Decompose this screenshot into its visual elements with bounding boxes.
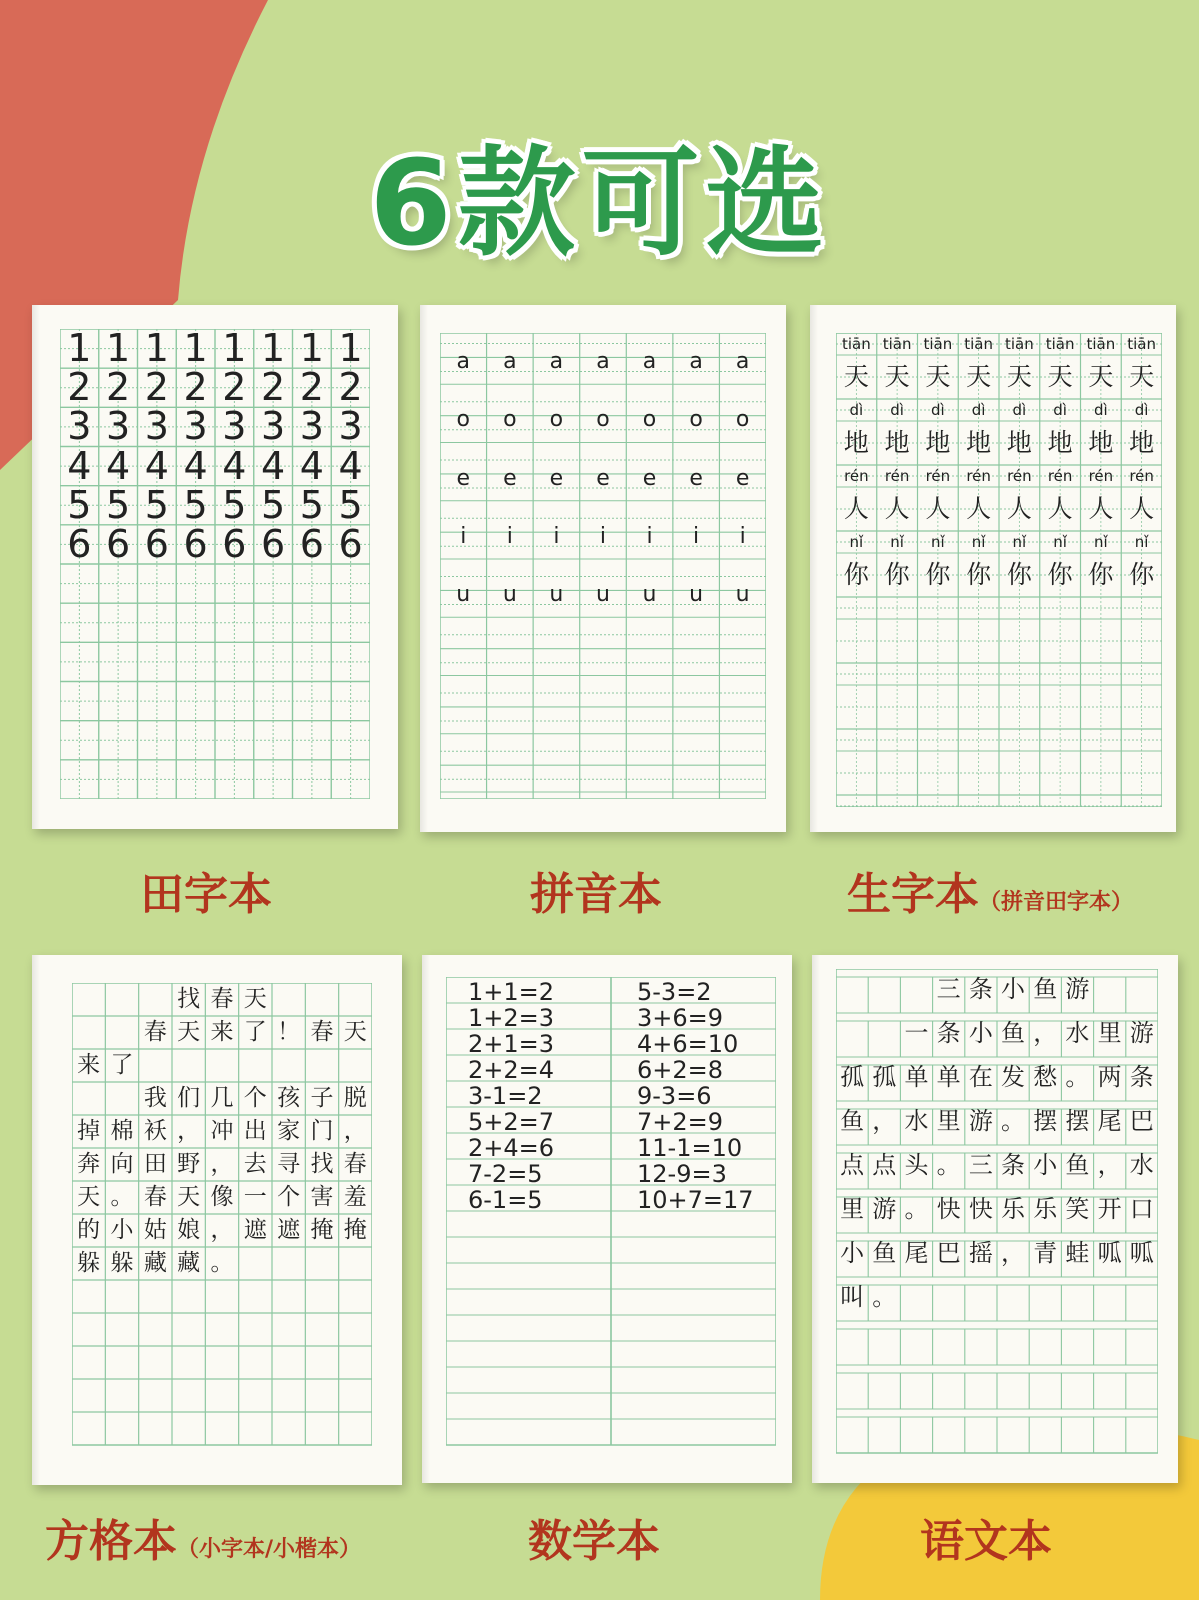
label-fangge: 方格本（小字本/小楷本） <box>45 1516 362 1567</box>
shengzi-char: 天 <box>925 362 951 391</box>
pinyin-letter: e <box>503 465 517 491</box>
tianzi-digit: 5 <box>299 482 324 527</box>
tianzi-digit: 1 <box>261 326 286 370</box>
tianzi-digit: 2 <box>299 365 324 410</box>
shengzi-char: 人 <box>1129 494 1155 523</box>
shengzi-pinyin: dì <box>1134 401 1149 419</box>
shengzi-pinyin: dì <box>849 401 864 419</box>
tianzi-digit: 2 <box>144 365 169 410</box>
shengzi-pinyin: tiān <box>1005 335 1034 353</box>
pinyin-letter-row <box>440 566 766 624</box>
shengzi-pinyin: nǐ <box>1053 533 1067 551</box>
shengzi-char: 人 <box>925 494 951 523</box>
label-yuwen: 语文本 <box>920 1516 1052 1567</box>
pinyin-letter: o <box>503 407 517 433</box>
shengzi-char: 你 <box>843 560 869 589</box>
shengzi-pinyin: rén <box>884 467 910 485</box>
pinyin-letter: a <box>503 349 517 374</box>
shengzi-pinyin: tiān <box>1045 335 1075 353</box>
pinyin-letter: o <box>642 407 657 433</box>
fangge-line: 的 小 姑 娘 ， 遮 遮 掩 掩 <box>77 1217 367 1243</box>
tianzi-digit: 3 <box>222 404 247 449</box>
tianzi-digit: 5 <box>144 482 169 527</box>
tianzi-digit: 1 <box>299 326 324 370</box>
shengzi-char: 你 <box>1129 560 1155 589</box>
yuwen-line: 点 点 头 。 三 条 小 鱼 ， 水 <box>840 1151 1154 1179</box>
tianzi-digit: 6 <box>338 521 363 566</box>
pinyin-letter-row <box>440 450 766 508</box>
fangge-essay <box>72 983 372 1280</box>
tianzi-digit: 6 <box>222 521 247 566</box>
pinyin-letter: e <box>735 465 750 491</box>
pinyin-letter: u <box>456 582 471 607</box>
shengzi-pinyin: rén <box>925 467 951 485</box>
tianzi-digit: 1 <box>144 326 169 370</box>
pinyin-letter: a <box>549 349 564 374</box>
tianzi-digit: 5 <box>67 482 92 527</box>
fangge-line: 躲 躲 藏 藏 。 <box>77 1250 234 1276</box>
headline: 6款可选 <box>369 134 830 272</box>
tianzi-digit: 4 <box>261 443 286 488</box>
shengzi-char-row <box>836 553 1162 597</box>
fangge-line: 奔 向 田 野 ， 去 寻 找 春 <box>77 1151 367 1177</box>
shengzi-pinyin: tiān <box>842 335 871 353</box>
pinyin-letter: u <box>549 582 564 607</box>
tianzi-digit: 4 <box>67 443 92 488</box>
tianzi-digit: 1 <box>67 326 92 370</box>
pinyin-letter: i <box>460 523 467 549</box>
shengzi-char: 地 <box>1006 428 1032 457</box>
tianzi-digit: 3 <box>183 404 208 449</box>
pinyin-letter: a <box>642 349 657 374</box>
shengzi-char: 地 <box>925 428 951 457</box>
shengzi-char: 你 <box>1047 560 1073 589</box>
tianzi-digit: 5 <box>222 482 247 527</box>
tianzi-digit: 2 <box>183 365 208 410</box>
shengzi-pinyin: rén <box>1088 467 1114 485</box>
yuwen-line: 三 条 小 鱼 游 <box>936 975 1090 1003</box>
tianzi-digit: 6 <box>299 521 324 566</box>
shengzi-pinyin: tiān <box>923 335 953 353</box>
pinyin-letter-row <box>440 333 766 391</box>
shengzi-pinyin: rén <box>1007 467 1032 485</box>
shengzi-pinyin: dì <box>971 401 986 419</box>
shengzi-pinyin: rén <box>844 467 869 485</box>
pinyin-letter: e <box>689 465 703 491</box>
shengzi-pinyin: nǐ <box>890 533 904 551</box>
shengzi-char: 人 <box>884 494 910 523</box>
pinyin-letter: i <box>693 523 700 549</box>
label-tianzi: 田字本 <box>140 869 272 920</box>
shengzi-pinyin-row <box>836 531 1162 553</box>
yuwen-line: 一 条 小 鱼 ， 水 里 游 <box>904 1019 1154 1047</box>
fangge-line: 掉 棉 袄 ， 冲 出 家 门 ， <box>77 1118 367 1144</box>
tianzi-digit: 2 <box>67 365 92 410</box>
shengzi-pinyin: dì <box>1012 401 1027 419</box>
pinyin-letter: e <box>596 465 610 491</box>
yuwen-line: 鱼 ， 水 里 游 。 摆 摆 尾 巴 <box>840 1107 1154 1135</box>
shengzi-pinyin: dì <box>890 401 904 419</box>
tianzi-digit: 1 <box>222 326 247 370</box>
shengzi-pinyin: dì <box>1053 401 1067 419</box>
pinyin-letter: i <box>506 523 513 549</box>
math-problems-right: 5-3=2 3+6=9 4+6=10 6+2=8 9-3=6 7+2=9 11-1=10 12-9=3 10+7=17 <box>637 978 754 1214</box>
shengzi-char: 你 <box>1006 560 1032 589</box>
pinyin-letter: i <box>646 523 653 549</box>
shengzi-pinyin: tiān <box>882 335 912 353</box>
shengzi-char: 你 <box>966 560 992 589</box>
tianzi-digit-row <box>60 326 370 370</box>
tianzi-digit-row <box>60 521 370 566</box>
pinyin-letter: o <box>549 407 564 433</box>
tianzi-digits <box>60 326 370 569</box>
pinyin-letter: i <box>553 523 560 549</box>
tianzi-digit: 3 <box>67 404 92 449</box>
shengzi-pinyin: tiān <box>1086 335 1116 353</box>
notebook-fangge[interactable] <box>32 955 402 1485</box>
shengzi-pinyin: rén <box>1129 467 1154 485</box>
fangge-line: 找 春 天 <box>177 986 267 1012</box>
tianzi-digit: 5 <box>183 482 208 527</box>
pinyin-letter: a <box>689 349 703 374</box>
yuwen-line: 孤 孤 单 单 在 发 愁 。 两 条 <box>840 1063 1154 1091</box>
notebook-shengzi[interactable] <box>810 305 1176 832</box>
shengzi-char-row <box>836 421 1162 465</box>
notebook-pinyin[interactable] <box>420 305 786 832</box>
notebook-yuwen[interactable] <box>812 955 1178 1483</box>
shengzi-char: 天 <box>1088 362 1114 391</box>
pinyin-letter-row <box>440 391 766 449</box>
shengzi-pinyin: tiān <box>964 335 993 353</box>
pinyin-letter: u <box>735 582 750 607</box>
pinyin-letter: e <box>642 465 657 491</box>
shengzi-characters <box>836 333 1162 613</box>
pinyin-letter: o <box>735 407 750 433</box>
shengzi-char: 人 <box>1088 494 1114 523</box>
shengzi-pinyin: nǐ <box>1134 533 1149 551</box>
tianzi-digit: 1 <box>183 326 208 370</box>
yuwen-essay <box>836 965 1158 1317</box>
shengzi-pinyin: nǐ <box>1094 533 1108 551</box>
shengzi-pinyin: rén <box>1047 467 1073 485</box>
pinyin-letter: u <box>595 582 610 607</box>
fangge-line: 春 天 来 了 ！ 春 天 <box>143 1019 367 1045</box>
shengzi-pinyin: dì <box>931 401 945 419</box>
tianzi-digit: 3 <box>106 404 131 449</box>
pinyin-letter: u <box>689 582 704 607</box>
shengzi-char: 地 <box>843 428 869 457</box>
tianzi-digit-row <box>60 404 370 449</box>
tianzi-digit: 4 <box>183 443 208 488</box>
tianzi-digit: 6 <box>261 521 286 566</box>
tianzi-digit: 4 <box>299 443 324 488</box>
shengzi-char: 天 <box>843 362 869 391</box>
shengzi-char: 天 <box>1047 362 1073 391</box>
math-problems-left: 1+1=2 1+2=3 2+1=3 2+2=4 3-1=2 5+2=7 2+4=6 7-2=5 6-1=5 <box>468 978 555 1214</box>
tianzi-digit: 4 <box>144 443 169 488</box>
fangge-line: 天 。 春 天 像 一 个 害 羞 <box>77 1184 367 1210</box>
shengzi-pinyin-row <box>836 333 1162 355</box>
shengzi-char: 地 <box>884 428 910 457</box>
pinyin-letter-row <box>440 508 766 566</box>
shengzi-char: 地 <box>1047 428 1073 457</box>
label-pinyin: 拼音本 <box>530 869 662 920</box>
shengzi-char-row <box>836 487 1162 531</box>
notebook-tianzi[interactable] <box>32 305 398 829</box>
fangge-line: 来 了 <box>77 1052 134 1078</box>
tianzi-digit: 2 <box>338 365 363 410</box>
shengzi-char: 人 <box>1006 494 1032 523</box>
tianzi-digit: 6 <box>144 521 169 566</box>
yuwen-line: 叫 。 <box>840 1283 897 1311</box>
shengzi-char: 你 <box>1088 560 1114 589</box>
shengzi-char: 人 <box>1047 494 1073 523</box>
tianzi-digit: 4 <box>222 443 247 488</box>
shengzi-pinyin-row <box>836 399 1162 421</box>
tianzi-digit: 3 <box>144 404 169 449</box>
tianzi-digit: 3 <box>261 404 286 449</box>
tianzi-digit: 2 <box>222 365 247 410</box>
shengzi-char: 天 <box>966 362 992 391</box>
pinyin-letter: o <box>596 407 610 433</box>
tianzi-digit-row <box>60 365 370 410</box>
tianzi-digit: 3 <box>299 404 324 449</box>
tianzi-digit: 1 <box>338 326 363 370</box>
pinyin-letters <box>440 333 766 633</box>
tianzi-digit: 6 <box>183 521 208 566</box>
tianzi-digit: 3 <box>338 404 363 449</box>
tianzi-digit-row <box>60 443 370 488</box>
shengzi-char: 你 <box>925 560 951 589</box>
shengzi-pinyin: nǐ <box>849 533 864 551</box>
shengzi-char: 天 <box>1129 362 1155 391</box>
tianzi-digit: 6 <box>106 521 131 566</box>
shengzi-char: 地 <box>1129 428 1155 457</box>
shengzi-pinyin-row <box>836 465 1162 487</box>
tianzi-digit: 6 <box>67 521 92 566</box>
tianzi-digit: 1 <box>106 326 131 370</box>
shengzi-char: 地 <box>966 428 992 457</box>
fangge-line: 我 们 几 个 孩 子 脱 <box>143 1085 367 1111</box>
tianzi-digit-row <box>60 482 370 527</box>
tianzi-digit: 4 <box>338 443 363 488</box>
pinyin-letter: e <box>456 465 471 491</box>
shengzi-pinyin: nǐ <box>931 533 945 551</box>
shengzi-char: 天 <box>1006 362 1032 391</box>
shengzi-char: 你 <box>884 560 910 589</box>
shengzi-pinyin: rén <box>966 467 991 485</box>
shengzi-pinyin: tiān <box>1127 335 1156 353</box>
pinyin-letter: u <box>642 582 657 607</box>
tianzi-digit: 5 <box>106 482 131 527</box>
label-shuxue: 数学本 <box>528 1516 660 1567</box>
pinyin-letter: e <box>549 465 564 491</box>
pinyin-letter: u <box>502 582 517 607</box>
tianzi-digit: 5 <box>261 482 286 527</box>
pinyin-letter: o <box>456 407 471 433</box>
shengzi-pinyin: nǐ <box>971 533 986 551</box>
pinyin-letter: a <box>735 349 750 374</box>
tianzi-digit: 4 <box>106 443 131 488</box>
shengzi-pinyin: dì <box>1094 401 1108 419</box>
pinyin-letter: a <box>596 349 610 374</box>
tianzi-digit: 5 <box>338 482 363 527</box>
shengzi-char: 天 <box>884 362 910 391</box>
pinyin-letter: a <box>456 349 471 374</box>
shengzi-char-row <box>836 355 1162 399</box>
pinyin-letter: i <box>599 523 607 549</box>
notebook-shuxue[interactable] <box>422 955 792 1483</box>
tianzi-digit: 2 <box>261 365 286 410</box>
shengzi-pinyin: nǐ <box>1012 533 1027 551</box>
tianzi-digit: 2 <box>106 365 131 410</box>
shengzi-char: 人 <box>843 494 869 523</box>
shengzi-char: 地 <box>1088 428 1114 457</box>
pinyin-letter: o <box>689 407 703 433</box>
label-shengzi: 生字本（拼音田字本） <box>847 869 1134 920</box>
yuwen-line: 小 鱼 尾 巴 摇 ， 青 蛙 呱 呱 <box>840 1239 1154 1267</box>
yuwen-line: 里 游 。 快 快 乐 乐 笑 开 口 <box>840 1195 1154 1223</box>
pinyin-letter: i <box>739 523 746 549</box>
shengzi-char: 人 <box>966 494 992 523</box>
